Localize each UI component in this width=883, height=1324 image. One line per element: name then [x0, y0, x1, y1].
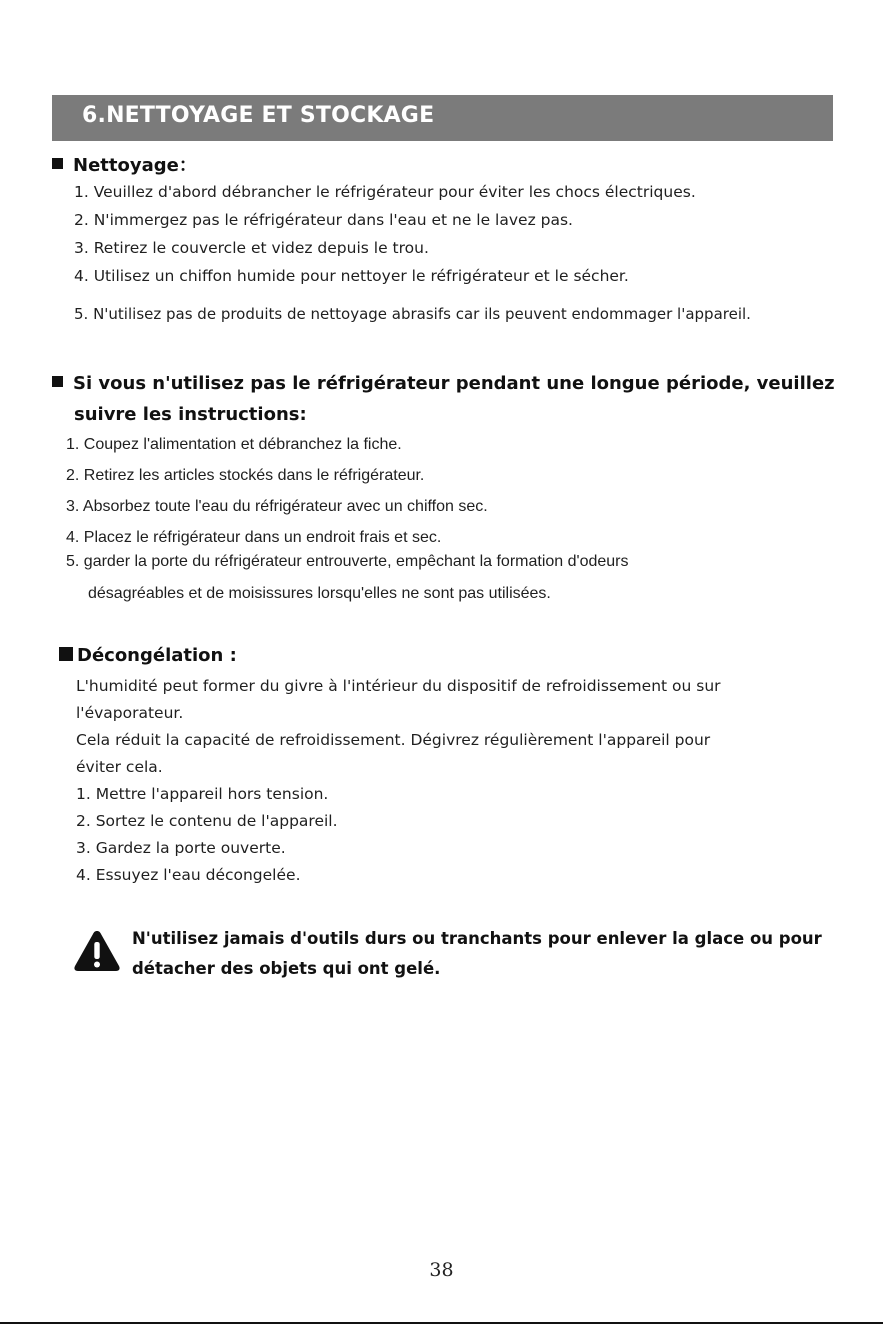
cleaning-heading [52, 151, 197, 177]
cleaning-item-1: 1. Veuillez d'abord débrancher le réfrigérateur pour éviter les chocs électriques. [74, 183, 696, 201]
storage-item-5-continued: désagréables et de moisissures lorsqu'elles ne sont pas utilisées. [88, 585, 551, 602]
cleaning-item-2: 2. N'immergez pas le réfrigérateur dans l'eau et ne le lavez pas. [74, 211, 573, 229]
defrost-item-2: 2. Sortez le contenu de l'appareil. [76, 812, 338, 830]
storage-item-1: 1. Coupez l'alimentation et débranchez la fiche. [66, 436, 402, 453]
cleaning-item-3: 3. Retirez le couvercle et videz depuis le trou. [74, 239, 429, 257]
square-bullet-icon [52, 376, 63, 387]
square-bullet-icon [59, 647, 73, 661]
defrost-item-4: 4. Essuyez l'eau décongelée. [76, 866, 301, 884]
section-header-bar [52, 95, 833, 141]
square-bullet-icon [52, 158, 63, 169]
storage-item-5: 5. garder la porte du réfrigérateur entrouverte, empêchant la formation d'odeurs [66, 553, 629, 570]
defrost-heading-text: Décongélation : [77, 645, 237, 666]
defrost-intro-4: éviter cela. [76, 758, 163, 776]
defrost-item-3: 3. Gardez la porte ouverte. [76, 839, 286, 857]
storage-heading-line1: Si vous n'utilisez pas le réfrigérateur pendant une longue période, veuillez [73, 373, 835, 394]
warning-triangle-icon [73, 929, 121, 973]
warning-text-line2: détacher des objets qui ont gelé. [132, 959, 441, 978]
storage-heading [52, 373, 835, 394]
defrost-intro-2: l'évaporateur. [76, 704, 184, 722]
cleaning-heading-text: Nettoyage： [73, 155, 197, 176]
storage-heading-line2: suivre les instructions: [74, 404, 307, 425]
storage-item-3: 3. Absorbez toute l'eau du réfrigérateur avec un chiffon sec. [66, 498, 488, 515]
page-number: 38 [429, 1259, 454, 1281]
section-title: 6.NETTOYAGE ET STOCKAGE [82, 103, 435, 128]
warning-text-line1: N'utilisez jamais d'outils durs ou tranchants pour enlever la glace ou pour [132, 929, 822, 948]
cleaning-item-4: 4. Utilisez un chiffon humide pour nettoyer le réfrigérateur et le sécher. [74, 267, 629, 285]
defrost-intro-1: L'humidité peut former du givre à l'intérieur du dispositif de refroidissement ou sur [76, 677, 721, 695]
storage-item-2: 2. Retirez les articles stockés dans le réfrigérateur. [66, 467, 425, 484]
defrost-heading [59, 645, 237, 666]
storage-item-4: 4. Placez le réfrigérateur dans un endroit frais et sec. [66, 529, 442, 546]
defrost-item-1: 1. Mettre l'appareil hors tension. [76, 785, 329, 803]
defrost-intro-3: Cela réduit la capacité de refroidissement. Dégivrez régulièrement l'appareil pour [76, 731, 711, 749]
cleaning-item-5: 5. N'utilisez pas de produits de nettoyage abrasifs car ils peuvent endommager l'appareil. [74, 305, 751, 323]
